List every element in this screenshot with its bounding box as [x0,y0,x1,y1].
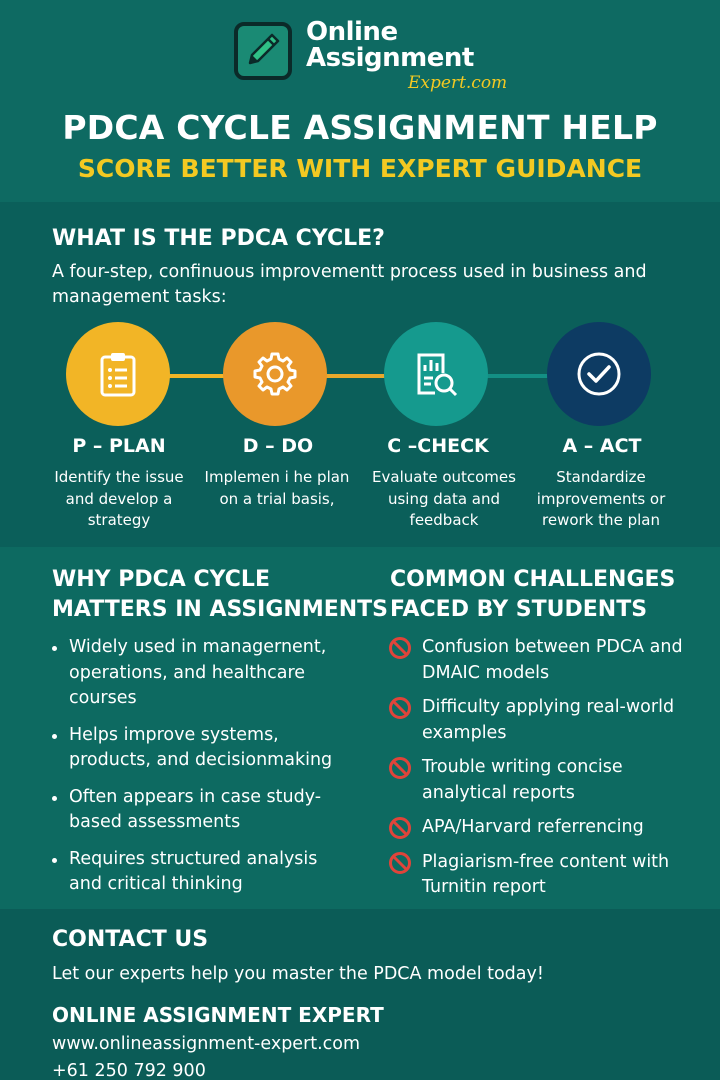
step-do-label: D – DO [242,435,314,457]
logo-mark [234,22,292,80]
brand-line-3: Expert.com [408,73,508,93]
step-act-label: A – ACT [562,435,642,457]
challenges-title-line-1: COMMON CHALLENGES [390,567,676,592]
list-item [52,847,352,898]
what-section-title: WHAT IS THE PDCA CYCLE? [52,226,385,251]
brand-line-1: Online [306,17,398,47]
list-item [388,695,708,746]
challenge-item-text: Confusion between PDCA and DMAIC models [422,637,683,683]
bullet-dot [52,646,57,651]
step-act-desc: Standardize improvements or rework the plan [536,468,666,529]
list-item [52,785,352,836]
challenges-list [388,635,708,910]
challenge-item-text: APA/Harvard referrencing [422,817,644,837]
challenges-title-line-2: FACED BY STUDENTS [390,597,648,622]
why-item-text: Widely used in managernent, operations, and healthcare courses [69,637,327,708]
pencil-icon [242,29,286,73]
step-plan-circle [66,322,170,426]
prohibited-icon [388,696,412,720]
contact-title: CONTACT US [52,927,209,952]
challenge-item-text: Trouble writing concise analytical reports [422,757,623,803]
page-title: PDCA CYCLE ASSIGNMENT HELP [62,108,658,147]
website-link[interactable]: www.onlineassignment-expert.com [52,1034,361,1054]
prohibited-icon [388,636,412,660]
bullet-dot [52,858,57,863]
step-check-circle [384,322,488,426]
list-item [388,635,708,686]
gear-icon [250,349,300,399]
list-item [388,815,708,841]
company-name: ONLINE ASSIGNMENT EXPERT [52,1003,384,1027]
clipboard-icon [93,349,143,399]
why-title-line-2: MATTERS IN ASSIGNMENTS [52,597,389,622]
why-title-line-1: WHY PDCA CYCLE [52,567,270,592]
report-search-icon [411,349,461,399]
list-item [52,723,352,774]
step-plan-label: P – PLAN [72,435,166,457]
step-act-circle [547,322,651,426]
check-circle-icon [574,349,624,399]
step-plan-desc: Identify the issue and develop a strategy [54,468,184,529]
step-do-circle [223,322,327,426]
challenge-item-text: Difficulty applying real-world examples [422,697,675,743]
why-and-challenges-section [0,547,720,909]
why-item-text: Helps improve systems, products, and decisionmaking [69,724,333,770]
why-list [52,635,352,909]
brand-line-2: Assignment [306,43,474,73]
step-check-desc: Evaluate outcomes using data and feedback [372,468,516,529]
why-item-text: Requires structured analysis and critical thinking [69,848,318,894]
list-item [52,635,352,712]
bullet-dot [52,734,57,739]
phone-number[interactable]: +61 250 792 900 [52,1061,206,1080]
contact-text: Let our experts help you master the PDCA model today! [52,964,544,984]
list-item [388,755,708,806]
header-section [0,0,720,202]
step-do-desc: Implemen i he plan on a trial basis, [204,468,350,508]
prohibited-icon [388,851,412,875]
contact-section [0,909,720,1080]
why-item-text: Often appears in case study-based assessments [69,786,322,832]
what-is-pdca-section [0,202,720,547]
list-item [388,850,708,901]
bullet-dot [52,796,57,801]
challenge-item-text: Plagiarism-free content with Turnitin report [422,851,670,897]
prohibited-icon [388,756,412,780]
page-subtitle: SCORE BETTER WITH EXPERT GUIDANCE [77,154,643,183]
what-intro-text: A four-step, confinuous improvementt process used in business and management tasks: [52,262,647,307]
step-check-label: C –CHECK [387,435,489,457]
prohibited-icon [388,816,412,840]
